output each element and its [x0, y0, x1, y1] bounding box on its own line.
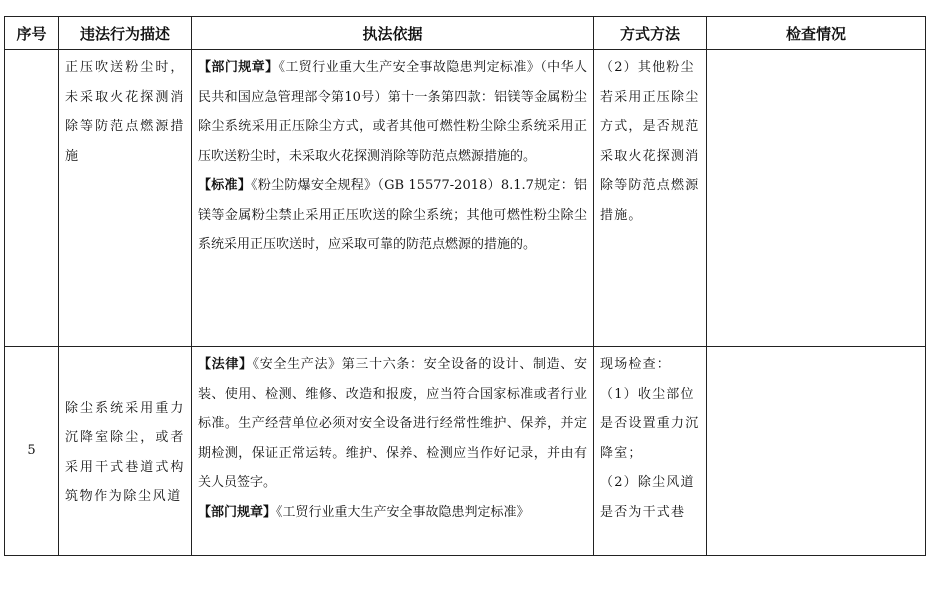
header-method: 方式方法 — [594, 17, 707, 50]
basis-text: 《工贸行业重大生产安全事故隐患判定标准》（中华人民共和国应急管理部令第10号）第十一条第四款：铝镁等金属粉尘除尘系统采用正压除尘方式，或者其他可燃性粉尘除尘系统采用正压吹送粉尘时，未采取火花探测消除等防范点燃源措施的。 — [198, 60, 587, 164]
violation-text: 正压吹送粉尘时，未采取火花探测消除等防范点燃源措施 — [65, 60, 185, 164]
header-no: 序号 — [5, 17, 59, 50]
violation-cell — [59, 347, 192, 556]
method-cell — [594, 347, 707, 556]
inspection-cell[interactable] — [707, 347, 926, 556]
basis-tag: 【部门规章】 — [198, 504, 277, 520]
basis-tag: 【法律】 — [198, 357, 253, 372]
basis-paragraph — [198, 171, 587, 260]
method-line: （2）除尘风道是否为干式巷 — [600, 475, 695, 520]
method-line: （2）其他粉尘若采用正压除尘方式，是否规范采取火花探测消除等防范点燃源措施。 — [600, 60, 700, 223]
row-number: 5 — [5, 347, 59, 556]
basis-paragraph — [198, 350, 587, 498]
basis-paragraph — [198, 498, 587, 528]
inspection-cell[interactable] — [707, 50, 926, 347]
document-sheet — [4, 16, 925, 556]
header-inspection: 检查情况 — [707, 17, 926, 50]
violation-text: 除尘系统采用重力沉降室除尘，或者采用干式巷道式构筑物作为除尘风道 — [65, 400, 185, 504]
table-row — [5, 347, 926, 556]
inspection-table — [4, 16, 926, 556]
violation-cell — [59, 50, 192, 347]
header-basis: 执法依据 — [192, 17, 594, 50]
table-row — [5, 50, 926, 347]
method-line: 现场检查： — [600, 357, 672, 372]
row-number — [5, 50, 59, 347]
header-violation: 违法行为描述 — [59, 17, 192, 50]
basis-cell — [192, 50, 594, 347]
method-line: （1）收尘部位是否设置重力沉降室； — [600, 386, 700, 461]
basis-tag: 【标准】 — [198, 178, 252, 193]
header-row — [5, 17, 926, 50]
basis-text: 《粉尘防爆安全规程》（GB 15577-2018）8.1.7规定：铝镁等金属粉尘禁止采用正压吹送的除尘系统；其他可燃性粉尘除尘系统采用正压吹送时，应采取可靠的防范点燃源的措施的。 — [198, 178, 587, 252]
method-cell — [594, 50, 707, 347]
basis-cell — [192, 347, 594, 556]
basis-tag: 【部门规章】 — [198, 60, 279, 75]
basis-text: 《工贸行业重大生产安全事故隐患判定标准》 — [276, 504, 530, 520]
basis-text: 《安全生产法》第三十六条：安全设备的设计、制造、安装、使用、检测、维修、改造和报废，应当符合国家标准或者行业标准。生产经营单位必须对安全设备进行经常性维护、保养，并定期检测，保证正常运转。维护、保养、检测应当作好记录，并由有关人员签字。 — [198, 357, 587, 490]
basis-paragraph — [198, 53, 587, 171]
